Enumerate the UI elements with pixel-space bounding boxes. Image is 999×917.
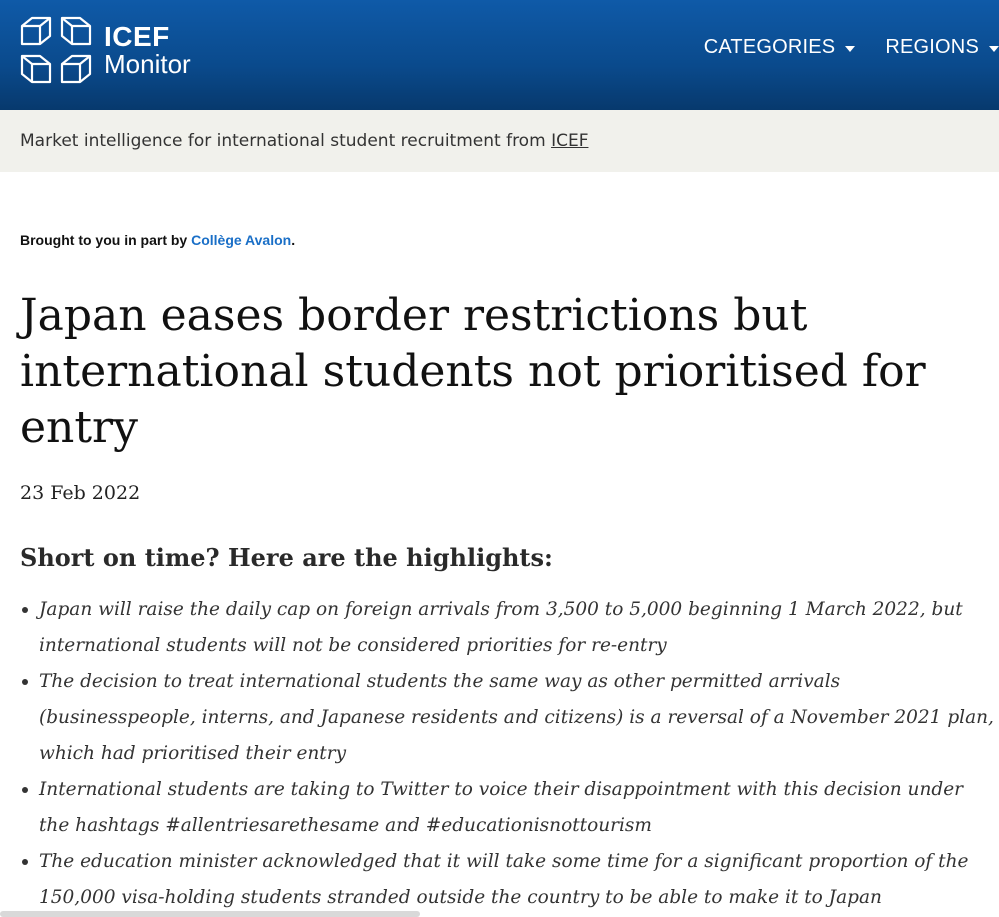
logo-wordmark xyxy=(104,23,191,77)
nav-categories-label: CATEGORIES xyxy=(703,36,836,58)
site-header xyxy=(0,0,999,110)
bullet-icon xyxy=(22,859,28,865)
highlight-item xyxy=(20,844,995,916)
highlight-item xyxy=(20,772,995,844)
logo-line-monitor: Monitor xyxy=(104,49,191,79)
horizontal-scrollbar[interactable] xyxy=(0,911,420,917)
highlight-item xyxy=(20,664,995,772)
tagline-text: Market intelligence for international student recruitment from xyxy=(20,131,552,151)
icef-monitor-logo[interactable] xyxy=(18,12,191,88)
tagline-icef-link[interactable]: ICEF xyxy=(551,131,589,151)
nav-categories[interactable] xyxy=(704,36,856,59)
sponsor-link[interactable]: Collège Avalon xyxy=(191,232,292,248)
highlights-heading: Short on time? Here are the highlights: xyxy=(20,543,553,572)
tagline-band xyxy=(0,110,999,172)
bullet-icon xyxy=(22,787,28,793)
article-title: Japan eases border restrictions but international students not prioritised for entry xyxy=(20,290,926,453)
highlights-list xyxy=(20,592,995,916)
sponsor-suffix: . xyxy=(291,232,296,248)
highlight-text: The education minister acknowledged that it will take some time for a significant proportion of the 150,000 visa-holding students stranded outside the country to be able to make it to Japan xyxy=(39,851,969,908)
sponsor-prefix: Brought to you in part by xyxy=(20,232,192,248)
highlight-text: Japan will raise the daily cap on foreign arrivals from 3,500 to 5,000 beginning 1 March 2022, but international students will not be considered priorities for re-entry xyxy=(39,599,963,656)
nav-regions-label: REGIONS xyxy=(885,36,979,58)
highlight-text: The decision to treat international students the same way as other permitted arrivals (businesspeople, interns, and Japanese residents and citizens) is a reversal of a November 2021 plan, which had prioritised their entry xyxy=(39,671,994,764)
bullet-icon xyxy=(22,607,28,613)
caret-down-icon xyxy=(989,46,999,52)
site-tagline xyxy=(20,131,588,151)
cube-logo-icon xyxy=(18,12,94,88)
highlight-text: International students are taking to Twitter to voice their disappointment with this decision under the hashtags #allentriesarethesame and #educationisnottourism xyxy=(39,779,964,836)
article-date: 23 Feb 2022 xyxy=(20,482,141,504)
bullet-icon xyxy=(22,679,28,685)
nav-regions[interactable] xyxy=(885,36,999,59)
sponsor-line xyxy=(20,232,295,248)
main-nav xyxy=(674,36,999,59)
highlight-item xyxy=(20,592,995,664)
logo-line-icef: ICEF xyxy=(104,21,170,52)
caret-down-icon xyxy=(845,46,855,52)
